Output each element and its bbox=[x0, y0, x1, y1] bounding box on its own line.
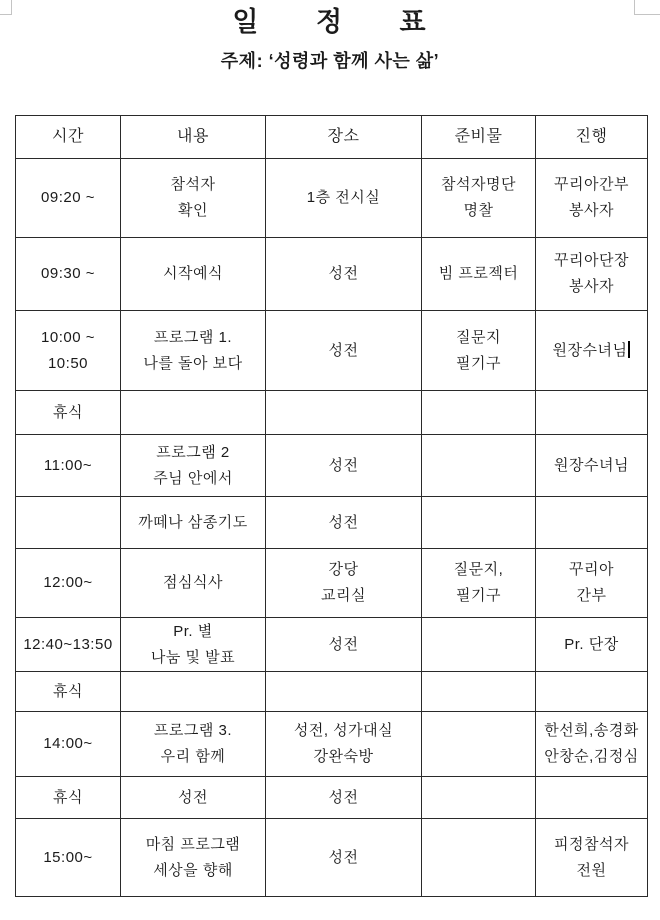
cell-line: 명찰 bbox=[463, 202, 494, 219]
cell-line: 까떼나 삼종기도 bbox=[138, 513, 248, 531]
cell-line: 강당 bbox=[328, 561, 359, 578]
cell-leader[interactable] bbox=[536, 159, 648, 238]
cell-materials[interactable] bbox=[422, 672, 536, 712]
cell-line: 성전 bbox=[328, 848, 359, 866]
cell-line: 확인 bbox=[178, 202, 208, 219]
cell-line: 질문지, bbox=[453, 561, 504, 578]
cell-line: 나를 돌아 보다 bbox=[143, 354, 243, 372]
document-subtitle[interactable]: 주제: ‘성령과 함께 사는 삶’ bbox=[220, 51, 440, 71]
cell-time[interactable] bbox=[16, 549, 121, 618]
cell-content[interactable] bbox=[121, 391, 266, 435]
cell-time[interactable] bbox=[16, 777, 121, 819]
cell-place[interactable] bbox=[266, 672, 422, 712]
cell-leader[interactable] bbox=[536, 497, 648, 549]
cell-time[interactable] bbox=[16, 435, 121, 497]
cell-place[interactable] bbox=[266, 159, 422, 238]
table-row bbox=[16, 672, 648, 712]
cell-leader[interactable] bbox=[536, 391, 648, 435]
cell-line: 우리 함께 bbox=[160, 748, 226, 765]
cell-line: 봉사자 bbox=[569, 278, 614, 295]
cell-place[interactable] bbox=[266, 391, 422, 435]
cell-line: 점심식사 bbox=[163, 574, 223, 591]
cell-materials[interactable] bbox=[422, 618, 536, 672]
cell-content[interactable] bbox=[121, 618, 266, 672]
table-row bbox=[16, 497, 648, 549]
cell-line: 장소 bbox=[327, 128, 360, 145]
cell-line: 15:00~ bbox=[43, 848, 93, 866]
cell-line: 내용 bbox=[177, 128, 209, 145]
cell-time[interactable] bbox=[16, 238, 121, 311]
cell-place[interactable] bbox=[266, 777, 422, 819]
cell-leader[interactable] bbox=[536, 435, 648, 497]
table-row bbox=[16, 311, 648, 391]
cell-line: 마침 프로그램 bbox=[145, 835, 241, 853]
cell-line: 프로그램 3. bbox=[153, 722, 233, 739]
cell-line: Pr. 별 bbox=[173, 622, 213, 640]
cell-line: 성전 bbox=[328, 635, 359, 653]
cell-line: 성전 bbox=[178, 788, 208, 806]
cell-content[interactable] bbox=[121, 672, 266, 712]
cell-line: 전원 bbox=[576, 861, 607, 879]
cell-materials[interactable] bbox=[422, 238, 536, 311]
cell-line: 12:40~13:50 bbox=[23, 635, 113, 653]
cell-line: 성전 bbox=[328, 341, 359, 359]
cell-content[interactable] bbox=[121, 311, 266, 391]
cell-line: 참석자명단 bbox=[441, 176, 516, 193]
cell-time[interactable] bbox=[16, 672, 121, 712]
column-header-leader[interactable] bbox=[536, 116, 648, 159]
cell-place[interactable] bbox=[266, 497, 422, 549]
cell-content[interactable] bbox=[121, 435, 266, 497]
cell-content[interactable] bbox=[121, 777, 266, 819]
cell-time[interactable] bbox=[16, 712, 121, 777]
cell-leader[interactable] bbox=[536, 712, 648, 777]
cell-content[interactable] bbox=[121, 819, 266, 897]
column-header-content[interactable] bbox=[121, 116, 266, 159]
cell-line: 10:50 bbox=[47, 354, 89, 372]
cell-materials[interactable] bbox=[422, 311, 536, 391]
cell-materials[interactable] bbox=[422, 435, 536, 497]
table-row bbox=[16, 391, 648, 435]
cell-materials[interactable] bbox=[422, 497, 536, 549]
cell-line: 12:00~ bbox=[43, 574, 93, 591]
cell-line: 참석자 bbox=[170, 176, 216, 193]
cell-line: 준비물 bbox=[454, 128, 503, 145]
cell-leader[interactable] bbox=[536, 819, 648, 897]
cell-materials[interactable] bbox=[422, 777, 536, 819]
cell-time[interactable] bbox=[16, 618, 121, 672]
cell-line: 성전 bbox=[328, 265, 359, 282]
cell-leader[interactable] bbox=[536, 672, 648, 712]
cell-line: 휴식 bbox=[53, 682, 83, 700]
table-row bbox=[16, 777, 648, 819]
cell-line: 프로그램 2 bbox=[156, 443, 230, 461]
cell-place[interactable] bbox=[266, 238, 422, 311]
cell-place[interactable] bbox=[266, 435, 422, 497]
cell-line: 성전 bbox=[328, 456, 359, 474]
cell-line: 빔 프로젝터 bbox=[438, 265, 519, 282]
cell-line: 교리실 bbox=[321, 587, 366, 604]
cell-leader[interactable] bbox=[536, 618, 648, 672]
schedule-table[interactable] bbox=[15, 115, 648, 897]
cell-line: 필기구 bbox=[456, 354, 501, 372]
cell-line: Pr. 단장 bbox=[564, 635, 619, 653]
cell-time[interactable] bbox=[16, 311, 121, 391]
cell-place[interactable] bbox=[266, 311, 422, 391]
cell-line: 시간 bbox=[52, 128, 84, 145]
cell-line: 피정참석자 bbox=[554, 835, 629, 853]
cell-line: 진행 bbox=[575, 128, 608, 145]
cell-line: 성전 bbox=[328, 513, 359, 531]
cell-line: 한선희,송경화 bbox=[544, 722, 639, 739]
cell-line: 나눔 및 발표 bbox=[150, 648, 236, 666]
cell-line: 봉사자 bbox=[569, 202, 614, 219]
cell-line: 질문지 bbox=[456, 328, 501, 346]
cell-time[interactable] bbox=[16, 159, 121, 238]
cell-line: 1층 전시실 bbox=[306, 189, 381, 206]
cell-materials[interactable] bbox=[422, 819, 536, 897]
table-row bbox=[16, 435, 648, 497]
cell-line: 시작예식 bbox=[163, 265, 223, 282]
cell-line: 꾸리아단장 bbox=[554, 252, 629, 269]
cell-content[interactable] bbox=[121, 549, 266, 618]
cell-line: 11:00~ bbox=[43, 456, 93, 474]
table-row bbox=[16, 159, 648, 238]
cell-line: 14:00~ bbox=[43, 735, 93, 752]
cell-line: 강완숙방 bbox=[313, 748, 374, 765]
schedule-table-body bbox=[16, 116, 648, 897]
cell-content[interactable] bbox=[121, 712, 266, 777]
cell-line: 휴식 bbox=[53, 403, 83, 421]
cell-leader[interactable] bbox=[536, 777, 648, 819]
column-header-time[interactable] bbox=[16, 116, 121, 159]
cell-materials[interactable] bbox=[422, 391, 536, 435]
cell-line: 안창순,김정심 bbox=[544, 748, 639, 765]
cell-time[interactable] bbox=[16, 497, 121, 549]
cell-line: 세상을 향해 bbox=[153, 861, 233, 879]
cell-line: 09:30 ~ bbox=[41, 265, 95, 282]
cell-line: 휴식 bbox=[53, 788, 83, 806]
cell-materials[interactable] bbox=[422, 549, 536, 618]
table-row bbox=[16, 819, 648, 897]
cell-place[interactable] bbox=[266, 549, 422, 618]
cell-content[interactable] bbox=[121, 497, 266, 549]
cell-line: 성전, 성가대실 bbox=[293, 722, 394, 739]
cell-line: 프로그램 1. bbox=[153, 328, 233, 346]
cell-line: 꾸리아 bbox=[569, 561, 614, 578]
cell-line: 10:00 ~ bbox=[41, 328, 95, 346]
cell-line: 꾸리아간부 bbox=[554, 176, 629, 193]
cell-line: 필기구 bbox=[456, 587, 501, 604]
document-title[interactable]: 일 정 표 bbox=[232, 7, 428, 37]
cell-time[interactable] bbox=[16, 391, 121, 435]
column-header-place[interactable] bbox=[266, 116, 422, 159]
table-row bbox=[16, 618, 648, 672]
table-row bbox=[16, 712, 648, 777]
cell-materials[interactable] bbox=[422, 159, 536, 238]
cell-place[interactable] bbox=[266, 819, 422, 897]
cell-line: 간부 bbox=[576, 587, 607, 604]
cell-place[interactable] bbox=[266, 712, 422, 777]
column-header-materials[interactable] bbox=[422, 116, 536, 159]
header-row bbox=[16, 116, 648, 159]
cell-line: 주님 안에서 bbox=[153, 469, 233, 487]
cell-content[interactable] bbox=[121, 238, 266, 311]
cell-place[interactable] bbox=[266, 618, 422, 672]
cell-line: 원장수녀님 bbox=[554, 456, 629, 474]
cell-line: 09:20 ~ bbox=[41, 189, 95, 206]
table-row bbox=[16, 549, 648, 618]
cell-materials[interactable] bbox=[422, 712, 536, 777]
cell-leader[interactable] bbox=[536, 549, 648, 618]
cell-line: 성전 bbox=[328, 788, 359, 806]
cell-content[interactable] bbox=[121, 159, 266, 238]
cell-leader[interactable] bbox=[536, 311, 648, 391]
cell-time[interactable] bbox=[16, 819, 121, 897]
text-cursor bbox=[628, 341, 630, 358]
table-row bbox=[16, 238, 648, 311]
cell-line: 원장수녀님 bbox=[536, 338, 647, 364]
cell-leader[interactable] bbox=[536, 238, 648, 311]
